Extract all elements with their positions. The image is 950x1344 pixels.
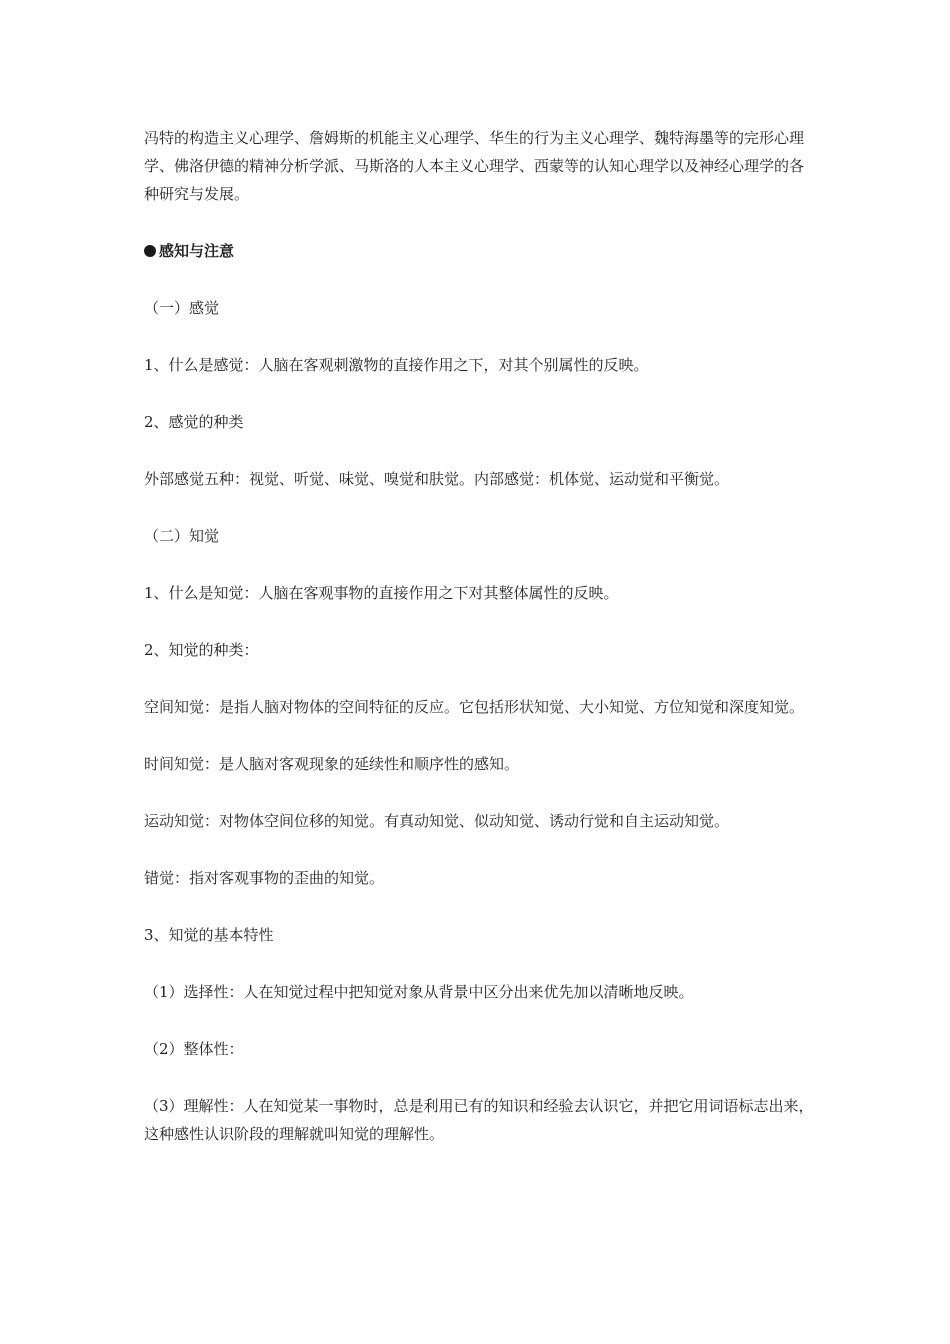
section-heading — [144, 237, 814, 265]
perception-heading: （二）知觉 — [144, 527, 220, 545]
bullet-icon — [144, 245, 156, 257]
document-body — [144, 124, 814, 1177]
feature-selectivity: （1）选择性：人在知觉过程中把知觉对象从背景中区分出来优先加以清晰地反映。 — [144, 983, 694, 1001]
sensation-heading: （一）感觉 — [144, 299, 220, 317]
intro-paragraph: 冯特的构造主义心理学、詹姆斯的机能主义心理学、华生的行为主义心理学、魏特海墨等的完形心理学、佛洛伊德的精神分析学派、马斯洛的人本主义心理学、西蒙等的认知心理学以及神经心理学的各种研究与发展。 — [144, 129, 805, 203]
perception-definition: 1、什么是知觉：人脑在客观事物的直接作用之下对其整体属性的反映。 — [144, 584, 619, 602]
spatial-perception: 空间知觉：是指人脑对物体的空间特征的反应。它包括形状知觉、大小知觉、方位知觉和深度知觉。 — [144, 698, 805, 716]
temporal-perception: 时间知觉：是人脑对客观现象的延续性和顺序性的感知。 — [144, 755, 520, 773]
perception-features-heading: 3、知觉的基本特性 — [144, 926, 274, 944]
sensation-types-text: 外部感觉五种：视觉、听觉、味觉、嗅觉和肤觉。内部感觉：机体觉、运动觉和平衡觉。 — [144, 470, 730, 488]
sensation-types-heading: 2、感觉的种类 — [144, 413, 244, 431]
motion-perception: 运动知觉：对物体空间位移的知觉。有真动知觉、似动知觉、诱动行觉和自主运动知觉。 — [144, 812, 730, 830]
perception-types-heading: 2、知觉的种类： — [144, 641, 259, 659]
feature-integrity: （2）整体性： — [144, 1040, 244, 1058]
sensation-definition: 1、什么是感觉：人脑在客观刺激物的直接作用之下，对其个别属性的反映。 — [144, 356, 649, 374]
feature-understanding: （3）理解性：人在知觉某一事物时，总是利用已有的知识和经验去认识它，并把它用词语标志出来，这种感性认识阶段的理解就叫知觉的理解性。 — [144, 1097, 814, 1143]
section-title: 感知与注意 — [159, 242, 235, 260]
illusion: 错觉：指对客观事物的歪曲的知觉。 — [144, 869, 385, 887]
